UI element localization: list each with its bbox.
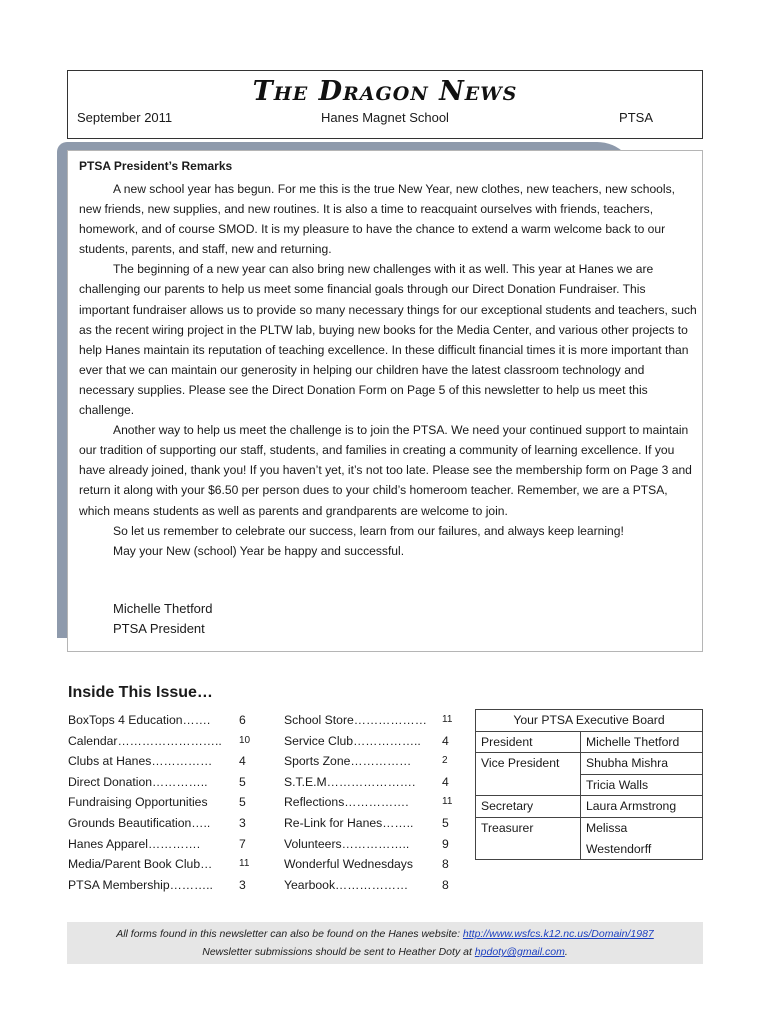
board-member: Shubha Mishra xyxy=(581,753,703,775)
toc-page: 8 xyxy=(442,857,449,872)
signature-block xyxy=(113,599,212,639)
toc-page: 5 xyxy=(239,774,246,789)
toc-page: 11 xyxy=(442,796,453,808)
remarks-paragraph: A new school year has begun. For me this is the true New Year, new clothes, new teachers, new schools, new friends, new supplies, and new routines. It is also a time to reacquaint ourselves with friends, teachers, homework, and of course SMOD. It is my pleasure to have the chance to extend a warm welcome back to our students, parents, and staff, new and returning. xyxy=(79,182,675,257)
toc-item xyxy=(284,875,464,896)
toc-item xyxy=(284,772,464,793)
toc-page: 9 xyxy=(442,836,449,851)
board-role-cont xyxy=(476,839,581,860)
remarks-paragraph: Another way to help us meet the challenge is to join the PTSA. We need your continued support to maintain our tradition of supporting our staff, students, and families in creating a community of learning excellence. If you have already joined, thank you! If you haven’t yet, it’s not too late. Please see the membership form on Page 3 and return it along with your $6.50 per person dues to your child’s homeroom teacher. Remember, we are a PTSA, which means students as well as parents and grandparents are welcome to join. xyxy=(79,423,692,518)
inside-issue-title: Inside This Issue… xyxy=(68,684,213,701)
toc-label: Service Club…………….. xyxy=(284,733,421,748)
newsletter-title: The Dragon News xyxy=(252,76,518,107)
toc-page: 3 xyxy=(239,877,246,892)
toc-label: Reflections……………. xyxy=(284,795,409,810)
signature-title: PTSA President xyxy=(113,621,205,636)
toc-item xyxy=(284,731,464,752)
toc-item xyxy=(68,751,258,772)
toc-page: 4 xyxy=(442,774,449,789)
table-row xyxy=(476,753,703,775)
toc-label: Yearbook……………… xyxy=(284,877,409,892)
remarks-heading: PTSA President’s Remarks xyxy=(79,159,233,173)
footer-note xyxy=(67,922,703,964)
president-remarks-box xyxy=(67,150,703,652)
toc-page: 11 xyxy=(239,858,250,870)
toc-item xyxy=(68,710,258,731)
board-member: Melissa xyxy=(581,817,703,838)
board-member: Tricia Walls xyxy=(581,774,703,796)
remarks-paragraph: May your New (school) Year be happy and successful. xyxy=(113,543,405,558)
toc-item xyxy=(68,792,258,813)
toc-page: 8 xyxy=(442,877,449,892)
footer-text: All forms found in this newsletter can also be found on the Hanes website: xyxy=(116,928,463,940)
issue-date: September 2011 xyxy=(77,110,173,125)
toc-item xyxy=(284,751,464,772)
toc-page: 6 xyxy=(239,713,246,727)
board-role-cont xyxy=(476,774,581,796)
toc-item xyxy=(284,834,464,855)
toc-label: Fundraising Opportunities xyxy=(68,795,208,810)
board-member: Michelle Thetford xyxy=(581,731,703,753)
board-member: Westendorff xyxy=(581,839,703,860)
board-role: Vice President xyxy=(476,753,581,775)
board-title: Your PTSA Executive Board xyxy=(476,710,703,732)
toc-label: Media/Parent Book Club… xyxy=(68,857,213,872)
toc-item xyxy=(284,792,464,813)
toc-page: 2 xyxy=(442,755,448,767)
toc-page: 3 xyxy=(239,815,246,830)
table-row xyxy=(476,839,703,860)
toc-page: 11 xyxy=(442,714,453,725)
toc-label: Re-Link for Hanes…….. xyxy=(284,815,414,830)
remarks-paragraph: The beginning of a new year can also bring new challenges with it as well. This year at Hanes we are challenging our parents to help us meet some financial goals through our Direct Donation Fundraiser. This important fundraiser allows us to provide so many necessary things for our exceptional students and teachers, such as the recent wiring project in the PLTW lab, buying new books for the Media Center, and various other projects to help Hanes maintain its reputation of teaching excellence. In these difficult financial times it is more important than ever that we can maintain our generosity in helping our children have the latest classroom technology and necessary supplies. Please see the Direct Donation Form on Page 5 of this newsletter to help us meet this challenge. xyxy=(79,262,697,418)
toc-page: 7 xyxy=(239,836,246,851)
toc-page: 5 xyxy=(442,815,449,830)
toc-item xyxy=(68,875,258,896)
school-name: Hanes Magnet School xyxy=(321,110,449,125)
toc-column-2 xyxy=(284,710,464,895)
toc-page: 4 xyxy=(442,733,449,748)
toc-item xyxy=(284,710,464,731)
table-row xyxy=(476,796,703,818)
signature-name: Michelle Thetford xyxy=(113,601,213,616)
table-row xyxy=(476,710,703,732)
toc-label: BoxTops 4 Education……. xyxy=(68,713,211,727)
toc-label: Sports Zone…………… xyxy=(284,754,412,769)
board-role: Secretary xyxy=(476,796,581,818)
toc-item xyxy=(68,813,258,834)
footer-text-end: . xyxy=(564,946,568,958)
website-link[interactable]: http://www.wsfcs.k12.nc.us/Domain/1987 xyxy=(462,928,654,940)
toc-item xyxy=(68,772,258,793)
footer-text: Newsletter submissions should be sent to Heather Doty at xyxy=(202,946,475,958)
board-member: Laura Armstrong xyxy=(581,796,703,818)
toc-label: Hanes Apparel…………. xyxy=(68,836,201,851)
footer-line-2 xyxy=(67,943,703,961)
toc-column-1 xyxy=(68,710,258,895)
toc-item xyxy=(284,854,464,875)
toc-page: 10 xyxy=(239,734,251,746)
toc-page: 4 xyxy=(239,754,246,769)
email-link[interactable]: hpdoty@gmail.com xyxy=(474,946,565,958)
organization-name: PTSA xyxy=(619,110,653,125)
toc-label: Wonderful Wednesdays xyxy=(284,857,413,872)
toc-label: S.T.E.M…………………. xyxy=(284,774,416,789)
toc-item xyxy=(68,731,258,752)
remarks-paragraph: So let us remember to celebrate our success, learn from our failures, and always keep learning! xyxy=(113,523,624,538)
toc-label: PTSA Membership……….. xyxy=(68,877,213,892)
executive-board-table xyxy=(475,709,703,860)
toc-label: Grounds Beautification….. xyxy=(68,815,211,830)
toc-item xyxy=(68,854,258,875)
toc-item xyxy=(284,813,464,834)
toc-label: Direct Donation………….. xyxy=(68,774,208,789)
toc-label: Clubs at Hanes…………… xyxy=(68,754,213,769)
toc-item xyxy=(68,834,258,855)
toc-page: 5 xyxy=(239,795,246,810)
board-role: President xyxy=(476,731,581,753)
toc-label: Volunteers…………….. xyxy=(284,836,410,851)
toc-label: Calendar…………………….. xyxy=(68,733,222,748)
table-row xyxy=(476,731,703,753)
board-role: Treasurer xyxy=(476,817,581,838)
table-row xyxy=(476,817,703,838)
footer-line-1 xyxy=(67,925,703,943)
remarks-body xyxy=(79,179,697,561)
table-row xyxy=(476,774,703,796)
masthead xyxy=(67,70,703,139)
toc-label: School Store……………… xyxy=(284,713,427,727)
